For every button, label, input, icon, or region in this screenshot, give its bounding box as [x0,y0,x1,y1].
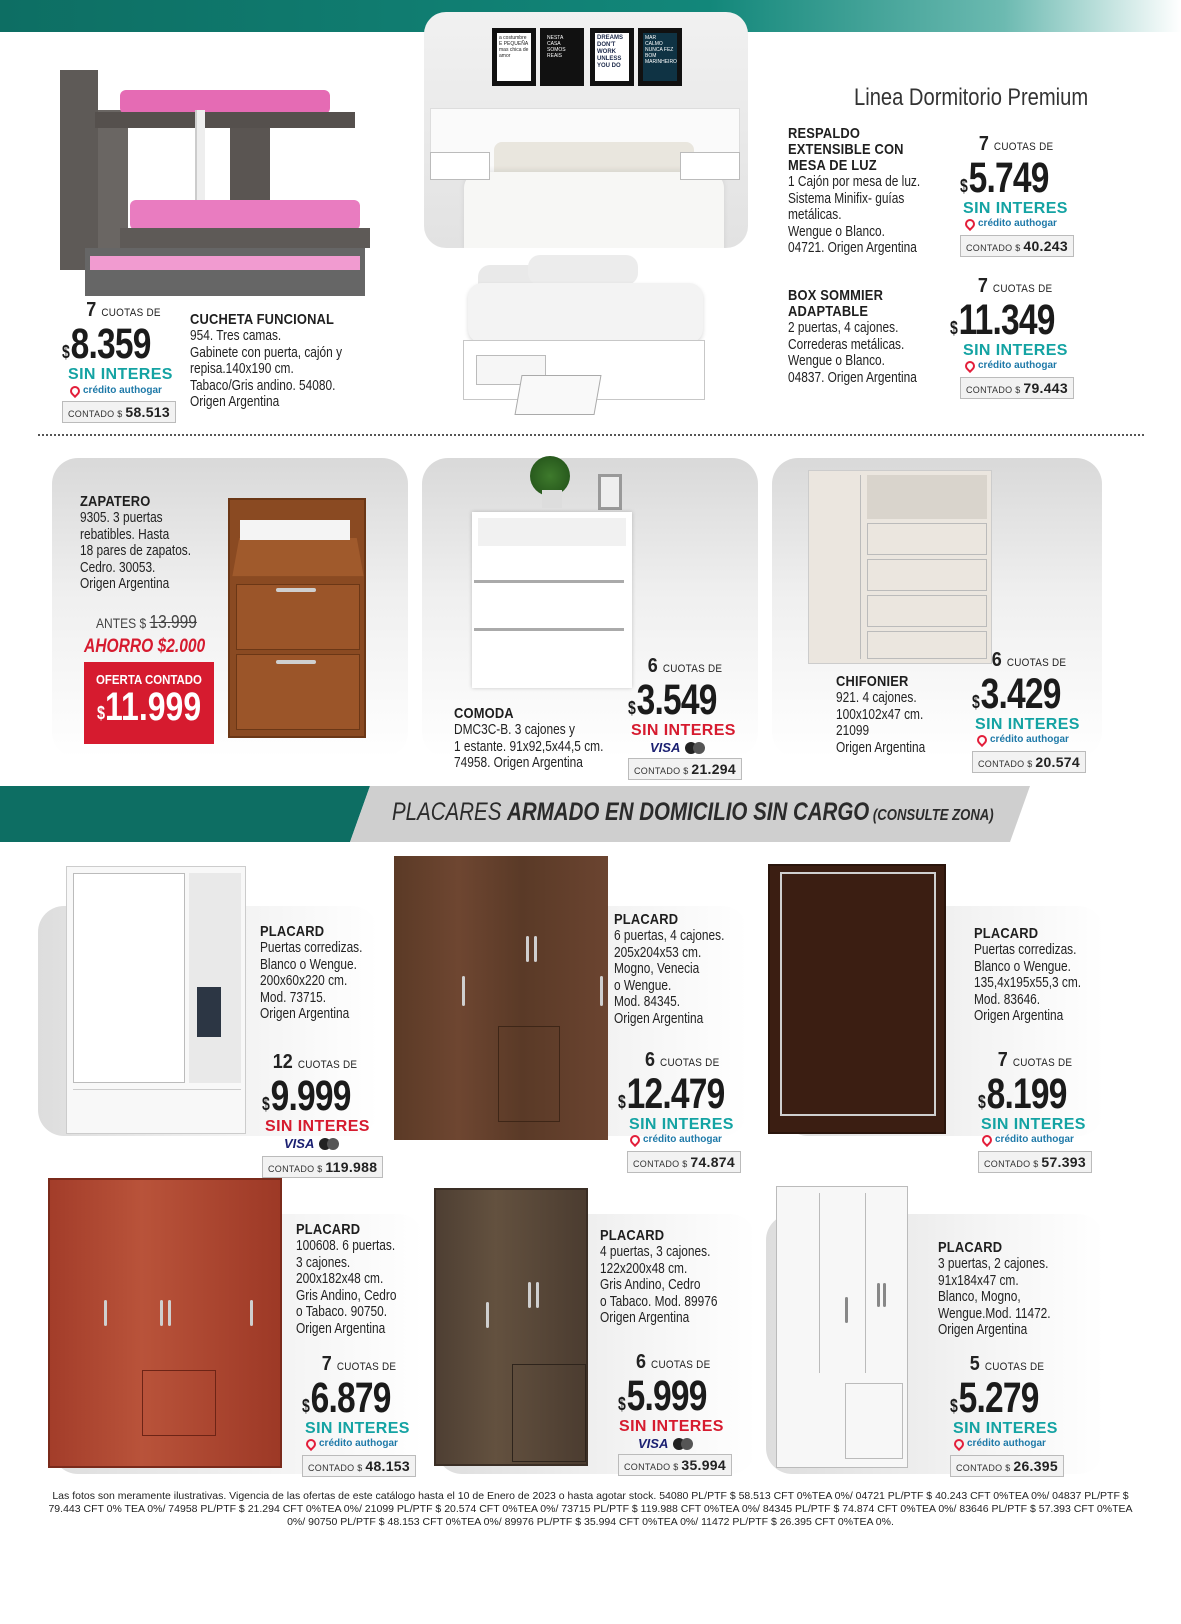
sin-interes-label: SIN INTERES [981,1116,1086,1133]
placares-section-band [0,786,1181,842]
contado-price: CONTADO $ 20.574 [972,751,1086,773]
price: 8.199 [986,1070,1067,1118]
sin-interes-label: SIN INTERES [629,1116,734,1133]
placard-5-price: 6 CUOTAS DE $5.999 SIN INTERES VISA CONTADO $ 35.994 [618,1352,738,1476]
sin-interes-label: SIN INTERES [963,200,1068,217]
legal-footer: Las fotos son meramente ilustrativas. Vigencia de las ofertas de este catálogo hasta el 10 de Enero de 2023 o hasta agotar stock. 54080 PL/PTF $ 58.513 CFT 0%TEA 0%/ 04721 PL/PTF $ 40.243 CFT 0%TEA 0%/ 04837 PL/PTF $ 79.443 CFT 0% TEA 0%/ 74958 PL/PTF $ 21.294 CFT 0%TEA 0%/ 21099 PL/PTF $ 20.574 CFT 0%TEA 0%/ 73715 PL/PTF $ 119.988 CFT 0%TEA 0%/ 84345 PL/PTF $ 74.874 CFT 0%TEA 0%/ 83646 PL/PTF $ 57.393 CFT 0%TEA 0%/ 90750 PL/PTF $ 48.153 CFT 0%TEA 0%/ 89976 PL/PTF $ 35.994 CFT 0%TEA 0%/ 11472 PL/PTF $ 26.395 CFT 0%TEA 0%. [48,1490,1133,1528]
price: 11.999 [105,685,202,729]
credito-authogar-logo: crédito authogar [302,1438,422,1449]
price: 11.349 [958,296,1055,344]
product-name: PLACARD [614,911,679,928]
section-title: PLACARES ARMADO EN DOMICILIO SIN CARGO (CONSULTE ZONA) [392,798,994,826]
wall-frame: MAR CALMO NUNCA FEZ BOM MARINHEIRO [638,28,682,86]
product-desc: 2 puertas, 4 cajones. Correderas metálicas. Wengue o Blanco. 04837. Origen Argentina [788,320,917,386]
contado-price: CONTADO $ 79.443 [960,377,1074,399]
location-pin-icon [963,358,977,372]
price: 5.279 [958,1374,1039,1422]
placard-2-price: 6 CUOTAS DE $12.479 SIN INTERES crédito authogar CONTADO $ 74.874 [618,1050,738,1173]
wall-frame: DREAMS DON'T WORK UNLESS YOU DO [590,28,634,86]
chifonier-image [808,470,992,664]
placard-6-image [776,1186,908,1468]
box-sommier-info [788,288,953,386]
sin-interes-label: SIN INTERES [619,1418,724,1435]
product-desc: 1 Cajón por mesa de luz. Sistema Minifix- guías metálicas. Wengue o Blanco. 04721. Origen Argentina [788,174,921,256]
bedroom-image [424,12,748,248]
location-pin-icon [963,216,977,230]
contado-price: CONTADO $ 58.513 [62,401,176,423]
price: 6.879 [310,1374,391,1422]
product-desc: 6 puertas, 4 cajones. 205x204x53 cm. Mogno, Venecia o Wengue. Mod. 84345. Origen Argentina [614,928,725,1027]
bunk-bed-image [50,50,372,308]
comoda-image [472,456,638,688]
product-desc: 954. Tres camas. Gabinete con puerta, cajón y repisa.140x190 cm. Tabaco/Gris andino. 54080. Origen Argentina [190,328,343,410]
contado-price: CONTADO $ 26.395 [950,1455,1064,1477]
product-desc: Puertas corredizas. Blanco o Wengue. 200x60x220 cm. Mod. 73715. Origen Argentina [260,940,363,1022]
contado-price: CONTADO $ 40.243 [960,235,1074,257]
product-name: CUCHETA FUNCIONAL [190,311,335,328]
location-pin-icon [975,732,989,746]
price: 8.359 [70,320,151,368]
product-name: COMODA [454,705,514,722]
product-name: CHIFONIER [836,673,909,690]
location-pin-icon [304,1436,318,1450]
comoda-info [454,706,624,772]
price: 12.479 [626,1070,725,1118]
sin-interes-label: SIN INTERES [631,722,736,739]
mastercard-icon [319,1138,339,1150]
collection-title: Linea Dormitorio Premium [854,84,1089,111]
placard-3-price: 7 CUOTAS DE $8.199 SIN INTERES crédito authogar CONTADO $ 57.393 [978,1050,1098,1173]
product-name: PLACARD [974,925,1039,942]
chifonier-price: 6 CUOTAS DE $3.429 SIN INTERES crédito authogar CONTADO $ 20.574 [972,650,1092,773]
zapatero-image [228,498,366,738]
ahorro-label: AHORRO $2.000 [84,636,206,657]
price: 5.999 [626,1372,707,1420]
placard-2-image [394,856,608,1140]
chifonier-info [836,674,966,756]
sin-interes-label: SIN INTERES [953,1420,1058,1437]
cuotas-count: 7 [86,299,97,321]
credito-authogar-logo: crédito authogar [618,1134,738,1145]
credito-authogar-logo: crédito authogar [950,1438,1070,1449]
credito-authogar-logo: crédito authogar [950,360,1070,371]
placard-6-info [938,1240,1078,1339]
placard-2-info [614,912,744,1027]
product-name: PLACARD [600,1227,665,1244]
placard-4-image [48,1178,282,1468]
visa-mastercard-logo: VISA [262,1136,382,1151]
price: 5.749 [968,154,1049,202]
product-name: PLACARD [296,1221,361,1238]
cucheta-info [190,312,370,411]
contado-price: CONTADO $ 57.393 [978,1151,1092,1173]
placard-1-info [260,924,380,1023]
product-name: RESPALDO EXTENSIBLE CON MESA DE LUZ [788,125,904,174]
sin-interes-label: SIN INTERES [305,1420,410,1437]
sin-interes-label: SIN INTERES [963,342,1068,359]
price: 9.999 [270,1072,351,1120]
product-desc: DMC3C-B. 3 cajones y 1 estante. 91x92,5x44,5 cm. 74958. Origen Argentina [454,722,604,771]
product-name: BOX SOMMIER ADAPTABLE [788,287,884,320]
placard-6-price: 5 CUOTAS DE $5.279 SIN INTERES crédito authogar CONTADO $ 26.395 [950,1354,1070,1477]
antes-price: ANTES $ 13.999 [96,612,197,632]
placard-1-price: 12 CUOTAS DE $9.999 SIN INTERES VISA CONTADO $ 119.988 [262,1052,382,1178]
zapatero-info [80,494,230,593]
contado-price: CONTADO $ 74.874 [627,1151,741,1173]
product-desc: 3 puertas, 2 cajones. 91x184x47 cm. Blanco, Mogno, Wengue.Mod. 11472. Origen Argentina [938,1256,1051,1338]
product-desc: 100608. 6 puertas. 3 cajones. 200x182x48 cm. Gris Andino, Cedro o Tabaco. 90750. Origen Argentina [296,1238,397,1337]
product-name: PLACARD [260,923,325,940]
contado-price: CONTADO $ 35.994 [618,1454,732,1476]
mastercard-icon [673,1438,693,1450]
contado-price: CONTADO $ 48.153 [302,1455,416,1477]
product-desc: 921. 4 cajones. 100x102x47 cm. 21099 Origen Argentina [836,690,926,756]
product-desc: 9305. 3 puertas rebatibles. Hasta 18 pares de zapatos. Cedro. 30053. Origen Argentina [80,510,192,592]
mastercard-icon [685,742,705,754]
box-sommier-image [458,255,708,425]
contado-price: CONTADO $ 21.294 [628,758,742,780]
price: 3.429 [980,670,1061,718]
placard-1-image [66,866,246,1134]
product-name: ZAPATERO [80,493,151,510]
placard-5-image [434,1188,588,1466]
credito-authogar-logo: crédito authogar [972,734,1092,745]
placard-3-info [974,926,1104,1025]
location-pin-icon [952,1436,966,1450]
placard-4-info [296,1222,426,1337]
visa-mastercard-logo: VISA [618,1436,738,1451]
location-pin-icon [980,1132,994,1146]
credito-authogar-logo: crédito authogar [978,1134,1098,1145]
price: 3.549 [636,676,717,724]
sin-interes-label: SIN INTERES [68,366,173,383]
sin-interes-label: SIN INTERES [265,1118,370,1135]
comoda-price: 6 CUOTAS DE $3.549 SIN INTERES VISA CONTADO $ 21.294 [628,656,748,780]
contado-price: CONTADO $ 119.988 [262,1156,383,1178]
cucheta-price: 7 CUOTAS DE $8.359 SIN INTERES crédito authogar CONTADO $ 58.513 [62,300,182,423]
placard-3-image [768,864,946,1134]
product-desc: Puertas corredizas. Blanco o Wengue. 135,4x195x55,3 cm. Mod. 83646. Origen Argentina [974,942,1082,1024]
product-name: PLACARD [938,1239,1003,1256]
credito-authogar-logo: crédito authogar [62,385,182,396]
placard-5-info [600,1228,750,1327]
location-pin-icon [68,383,82,397]
sin-interes-label: SIN INTERES [975,716,1080,733]
credito-authogar-logo: crédito authogar [960,218,1080,229]
respaldo-info [788,126,953,257]
product-desc: 4 puertas, 3 cajones. 122x200x48 cm. Gris Andino, Cedro o Tabaco. Mod. 89976 Origen Argentina [600,1244,718,1326]
respaldo-price: 7 CUOTAS DE $5.749 SIN INTERES crédito authogar CONTADO $ 40.243 [960,134,1080,257]
wall-frame: a costumbre E PEQUEÑA mas chica de amor [492,28,536,86]
box-sommier-price: 7 CUOTAS DE $11.349 SIN INTERES crédito authogar CONTADO $ 79.443 [950,276,1070,399]
section-divider [38,434,1144,436]
wall-frame: NESTA CASA SOMOS REAIS [540,28,584,86]
placard-4-price: 7 CUOTAS DE $6.879 SIN INTERES crédito authogar CONTADO $ 48.153 [302,1354,422,1477]
location-pin-icon [628,1132,642,1146]
visa-mastercard-logo: VISA [628,740,748,755]
oferta-contado-box: OFERTA CONTADO $11.999 [84,662,214,744]
